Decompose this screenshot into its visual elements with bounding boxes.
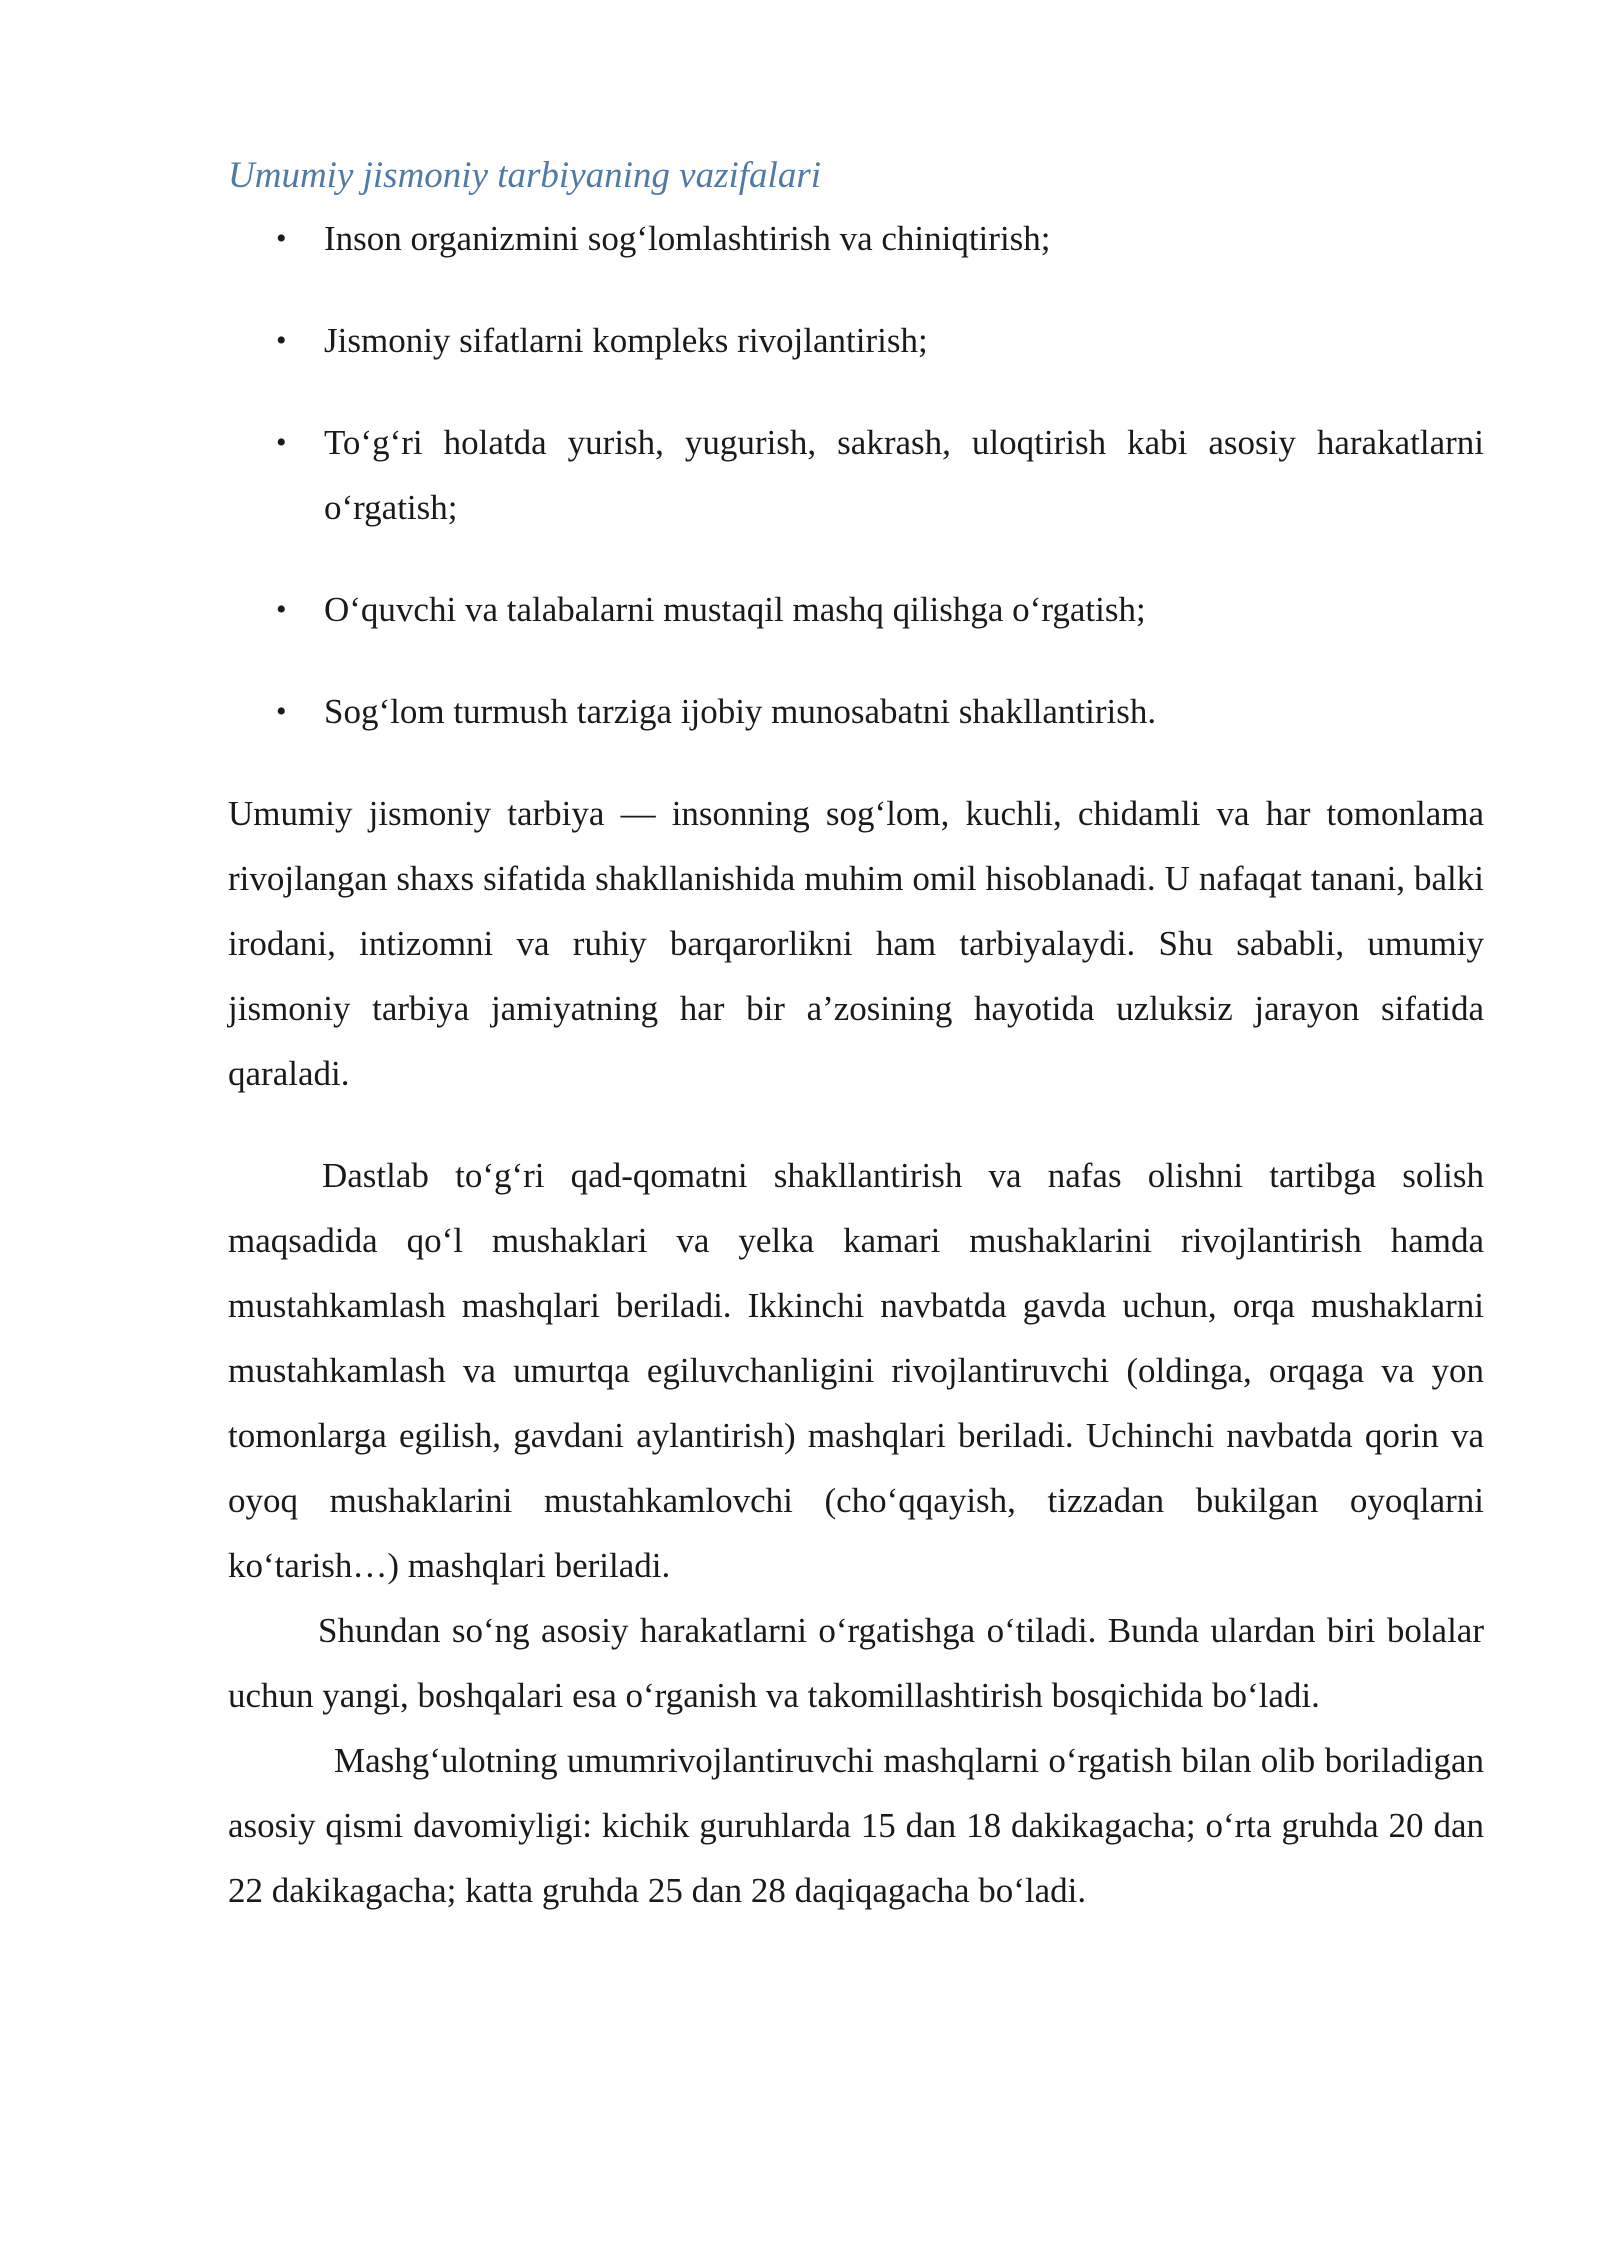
paragraph-duration: Mashg‘ulotning umumrivojlantiruvchi mashqlarni o‘rgatish bilan olib boriladigan asosiy qismi davomiyligi: kichik guruhlarda 15 dan 18 dakikagacha; o‘rta gruhda 20 dan 22 dakikagacha; katta gruhda 25 dan 28 daqiqagacha bo‘ladi. [228,1741,1484,1910]
bullet-icon: • [276,426,287,459]
list-item [228,308,1484,373]
list-item-text: To‘g‘ri holatda yurish, yugurish, sakrash, uloqtirish kabi asosiy harakatlarni o‘rgatish; [324,423,1484,527]
section-heading: Umumiy jismoniy tarbiyaning vazifalari [228,155,821,196]
bullet-icon: • [276,222,287,255]
list-item-text: O‘quvchi va talabalarni mustaqil mashq qilishga o‘rgatish; [324,590,1146,629]
bullet-icon: • [276,695,287,728]
list-item-text: Jismoniy sifatlarni kompleks rivojlantirish; [324,321,928,360]
bullet-icon: • [276,593,287,626]
list-item [228,577,1484,642]
paragraph-intro: Umumiy jismoniy tarbiya — insonning sog‘lom, kuchli, chidamli va har tomonlama rivojlangan shaxs sifatida shakllanishida muhim omil hisoblanadi. U nafaqat tanani, balki irodani, intizomni va ruhiy barqarorlikni ham tarbiyalaydi. Shu sababli, umumiy jismoniy tarbiya jamiyatning har bir a’zosining hayotida uzluksiz jarayon sifatida qaraladi. [228,794,1484,1093]
list-item [228,679,1484,744]
paragraph-basic-movements: Shundan so‘ng asosiy harakatlarni o‘rgatishga o‘tiladi. Bunda ulardan biri bolalar uchun yangi, boshqalari esa o‘rganish va takomillashtirish bosqichida bo‘ladi. [228,1611,1484,1715]
bullet-icon: • [276,324,287,357]
list-item [228,410,1484,540]
task-list [228,206,1484,744]
list-item-text: Sog‘lom turmush tarziga ijobiy munosabatni shakllantirish. [324,692,1157,731]
document-page [228,150,1484,1923]
list-item [228,206,1484,271]
list-item-text: Inson organizmini sog‘lomlashtirish va chiniqtirish; [324,219,1051,258]
paragraph-exercises: Dastlab to‘g‘ri qad-qomatni shakllantirish va nafas olishni tartibga solish maqsadida qo‘l mushaklari va yelka kamari mushaklarini rivojlantirish hamda mustahkamlash mashqlari beriladi. Ikkinchi navbatda gavda uchun, orqa mushaklarni mustahkamlash va umurtqa egiluvchanligini rivojlantiruvchi (oldinga, orqaga va yon tomonlarga egilish, gavdani aylantirish) mashqlari beriladi. Uchinchi navbatda qorin va oyoq mushaklarini mustahkamlovchi (cho‘qqayish, tizzadan bukilgan oyoqlarni ko‘tarish…) mashqlari beriladi. [228,1156,1484,1585]
